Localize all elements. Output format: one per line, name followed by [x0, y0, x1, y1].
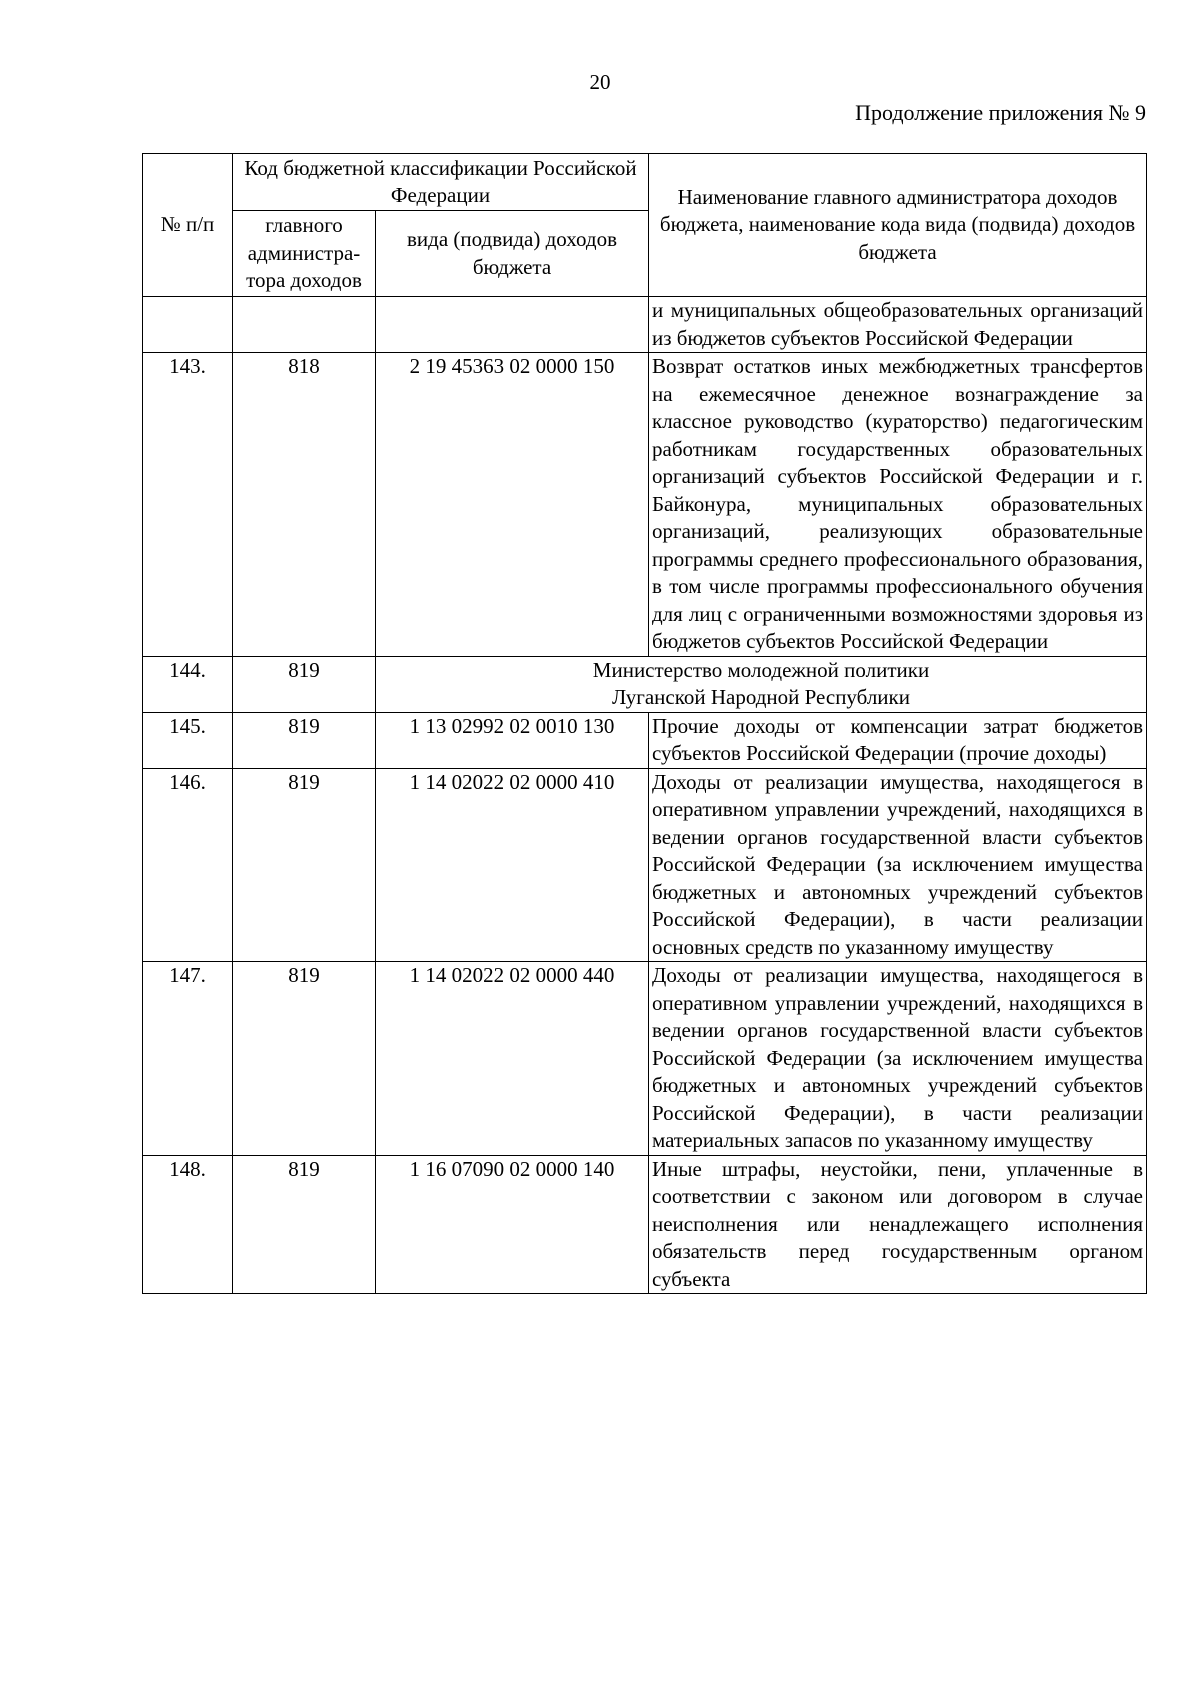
row-description: Возврат остатков иных межбюджетных трансфертов на ежемесячное денежное вознаграждение за классное руководство (кураторство) педагогическим работникам государственных образовательных организаций субъектов Российской Федерации и г. Байконура, муниципальных образовательных организаций, реализующих образовательные программы среднего профессионального образования, в том числе программы профессионального обучения для лиц с ограниченными возможностями здоровья из бюджетов субъектов Российской Федерации	[649, 353, 1147, 657]
header-name: Наименование главного администратора доходов бюджета, наименование кода вида (подвида) доходов бюджета	[649, 154, 1147, 297]
row-description: Прочие доходы от компенсации затрат бюджетов субъектов Российской Федерации (прочие доходы)	[649, 712, 1147, 768]
header-row-top	[143, 154, 1147, 211]
header-admin: главного администра-тора доходов	[233, 211, 376, 297]
table-row	[143, 1155, 1147, 1294]
row-admin-code: 819	[233, 962, 376, 1156]
row-admin-code: 819	[233, 768, 376, 962]
row-income-code	[376, 297, 649, 353]
row-income-code: 2 19 45363 02 0000 150	[376, 353, 649, 657]
row-description: Доходы от реализации имущества, находящегося в оперативном управлении учреждений, находящихся в ведении органов государственной власти субъектов Российской Федерации (за исключением имущества бюджетных и автономных учреждений субъектов Российской Федерации), в части реализации материальных запасов по указанному имуществу	[649, 962, 1147, 1156]
row-income-code: 1 16 07090 02 0000 140	[376, 1155, 649, 1294]
row-description: Доходы от реализации имущества, находящегося в оперативном управлении учреждений, находящихся в ведении органов государственной власти субъектов Российской Федерации (за исключением имущества бюджетных и автономных учреждений субъектов Российской Федерации), в части реализации основных средств по указанному имуществу	[649, 768, 1147, 962]
row-admin-code: 818	[233, 353, 376, 657]
row-description: Иные штрафы, неустойки, пени, уплаченные в соответствии с законом или договором в случае неисполнения или ненадлежащего исполнения обязательств перед государственным органом субъекта	[649, 1155, 1147, 1294]
section-row	[143, 656, 1147, 712]
row-income-code: 1 14 02022 02 0000 440	[376, 962, 649, 1156]
table-row	[143, 962, 1147, 1156]
row-num: 148.	[143, 1155, 233, 1294]
page-number: 20	[589, 70, 611, 94]
budget-classification-table	[142, 153, 1147, 1294]
section-title-line-1: Министерство молодежной политики	[592, 657, 930, 682]
header-num: № п/п	[143, 154, 233, 297]
row-num: 144.	[143, 656, 233, 712]
row-num: 146.	[143, 768, 233, 962]
table-row	[143, 353, 1147, 657]
header-code: вида (подвида) доходов бюджета	[376, 211, 649, 297]
row-num	[143, 297, 233, 353]
row-income-code: 1 14 02022 02 0000 410	[376, 768, 649, 962]
row-description: и муниципальных общеобразовательных организаций из бюджетов субъектов Российской Федерации	[649, 297, 1147, 353]
table-row	[143, 712, 1147, 768]
row-admin-code: 819	[233, 656, 376, 712]
table-row	[143, 297, 1147, 353]
row-num: 147.	[143, 962, 233, 1156]
row-income-code: 1 13 02992 02 0010 130	[376, 712, 649, 768]
row-admin-code: 819	[233, 1155, 376, 1294]
section-title-line-2: Луганской Народной Республики	[612, 685, 910, 709]
appendix-note: Продолжение приложения № 9	[855, 100, 1146, 125]
header-code-group: Код бюджетной классификации Российской Федерации	[233, 154, 649, 211]
section-title	[376, 656, 1147, 712]
row-admin-code	[233, 297, 376, 353]
row-num: 143.	[143, 353, 233, 657]
row-admin-code: 819	[233, 712, 376, 768]
table-row	[143, 768, 1147, 962]
row-num: 145.	[143, 712, 233, 768]
